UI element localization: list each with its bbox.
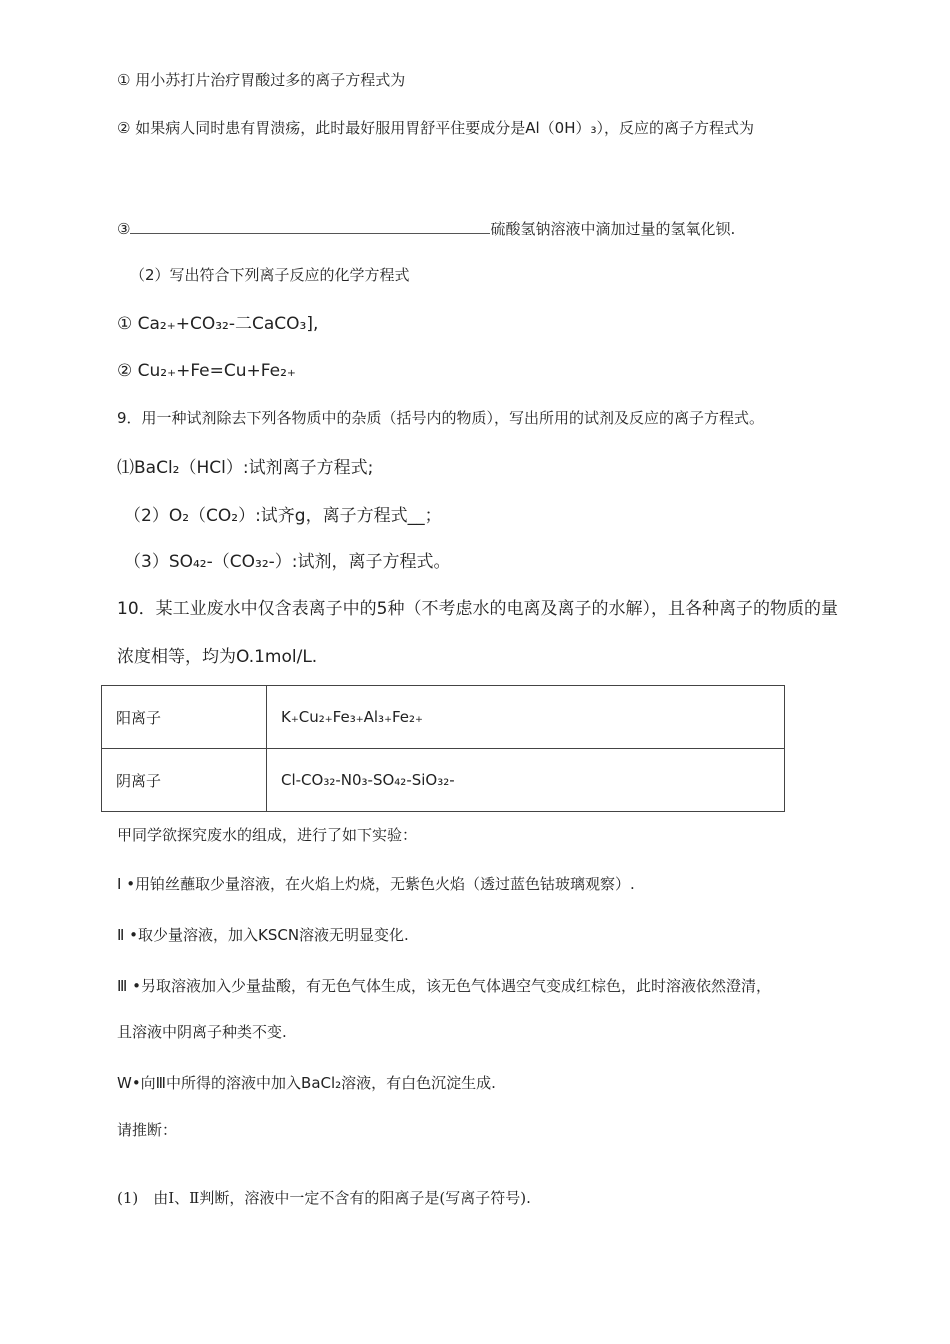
- line-3: [117, 219, 735, 239]
- table-row: [102, 749, 785, 812]
- table-cell-label: 阳离子: [102, 686, 267, 749]
- line-20: (1) 由Ⅰ、Ⅱ判断，溶液中一定不含有的阳离子是(写离子符号).: [117, 1189, 531, 1207]
- table-cell-value: Cl-CO₃₂-N0₃-SO₄₂-SiO₃₂-: [267, 749, 785, 812]
- line-19: 请推断：: [117, 1121, 178, 1139]
- line-6: ② Cu₂₊+Fe=Cu+Fe₂₊: [117, 361, 296, 381]
- line-15: Ⅱ •取少量溶液，加入KSCN溶液无明显变化.: [117, 926, 409, 944]
- line-3-prefix: ③: [117, 220, 131, 238]
- table-cell-label: 阴离子: [102, 749, 267, 812]
- line-2: ② 如果病人同时患有胃溃疡，此时最好服用胃舒平住要成分是Al（0H）₃），反应的离子方程式为: [117, 119, 754, 137]
- line-1: ① 用小苏打片治疗胃酸过多的离子方程式为: [117, 71, 406, 89]
- line-16: Ⅲ •另取溶液加入少量盐酸，有无色气体生成，该无色气体遇空气变成红棕色，此时溶液依然澄清，: [117, 977, 771, 995]
- table-row: [102, 686, 785, 749]
- line-10: （3）SO₄₂-（CO₃₂-）:试剂，离子方程式。: [124, 552, 451, 572]
- line-18: W•向Ⅲ中所得的溶液中加入BaCl₂溶液，有白色沉淀生成.: [117, 1074, 496, 1092]
- line-12: 浓度相等，均为O.1mol/L.: [117, 647, 318, 667]
- line-8: ⑴BaCl₂（HCl）:试剂离子方程式;: [117, 458, 374, 478]
- ion-table: [101, 685, 785, 812]
- line-11: 10．某工业废水中仅含表离子中的5种（不考虑水的电离及离子的水解），且各种离子的物质的量: [117, 599, 838, 619]
- line-4: （2）写出符合下列离子反应的化学方程式: [130, 266, 410, 284]
- line-3-suffix: 硫酸氢钠溶液中滴加过量的氢氧化钡.: [490, 220, 736, 238]
- answer-blank[interactable]: [130, 219, 490, 234]
- line-7: 9．用一种试剂除去下列各物质中的杂质（括号内的物质），写出所用的试剂及反应的离子方程式。: [117, 409, 765, 427]
- line-5: ① Ca₂₊+CO₃₂-二CaCO₃],: [117, 314, 319, 334]
- line-14: Ⅰ •用铂丝蘸取少量溶液，在火焰上灼烧，无紫色火焰（透过蓝色钴玻璃观察）.: [117, 875, 635, 893]
- table-cell-value: K₊Cu₂₊Fe₃₊Al₃₊Fe₂₊: [267, 686, 785, 749]
- line-9: （2）O₂（CO₂）:试齐g，离子方程式__；: [124, 506, 442, 526]
- line-13: 甲同学欲探究废水的组成，进行了如下实验：: [117, 826, 418, 844]
- line-17: 且溶液中阴离子种类不变.: [117, 1023, 287, 1041]
